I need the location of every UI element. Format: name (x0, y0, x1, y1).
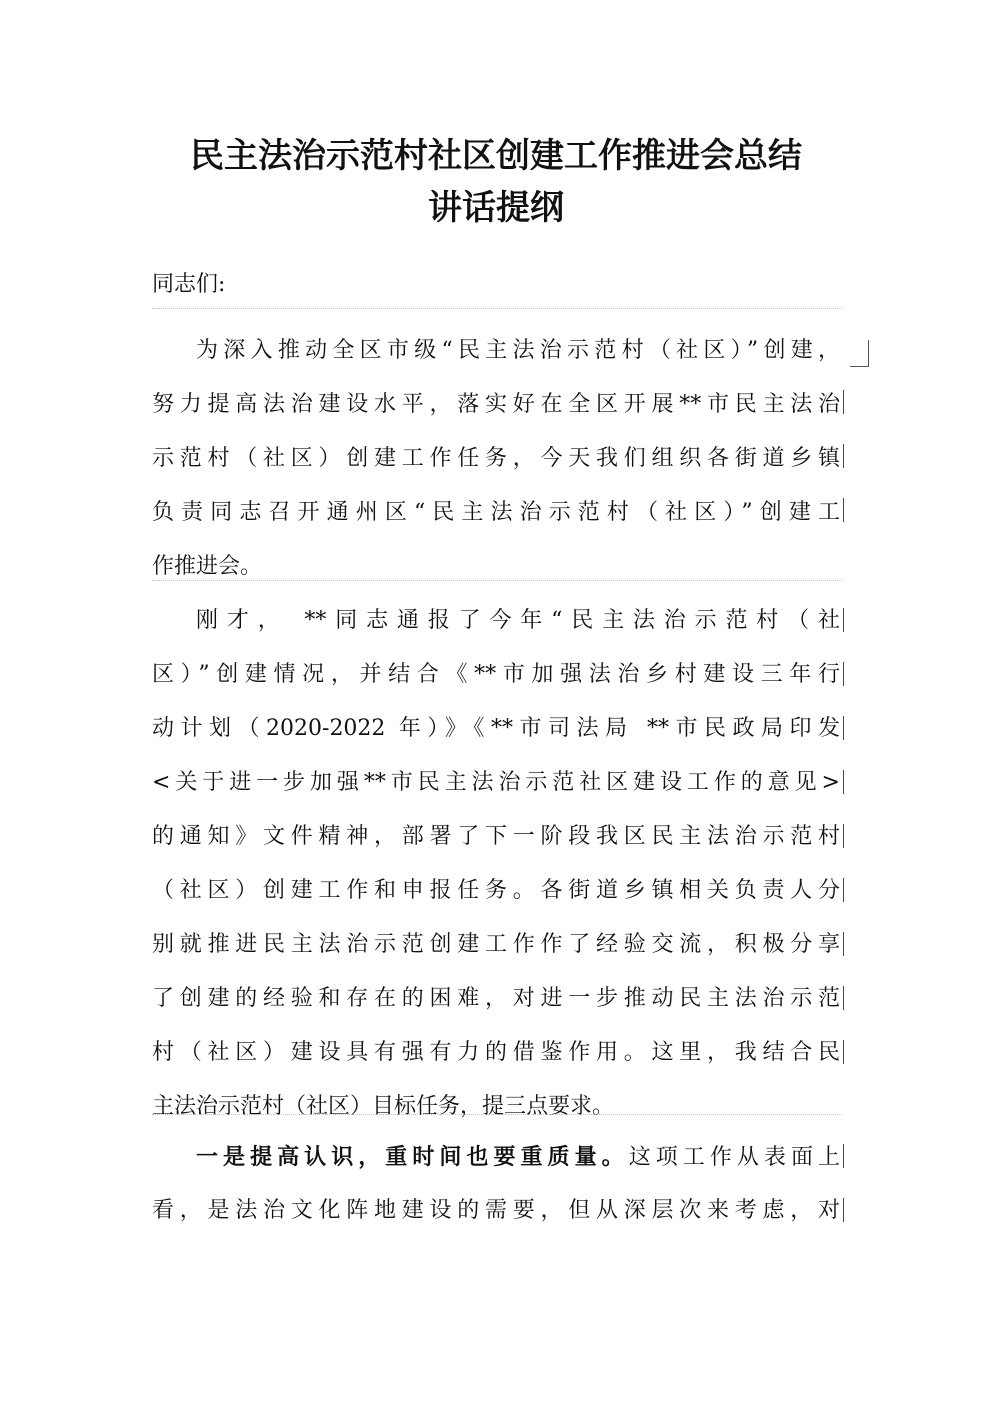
paragraph-line: 刚才， **同志通报了今年“民主法治示范村（社 (196, 608, 840, 633)
line-edge-mark (843, 932, 844, 956)
document-title-line1: 民主法治示范村社区创建工作推进会总结 (190, 136, 802, 176)
paragraph-line: 主法治示范村（社区）目标任务，提三点要求。 (152, 1094, 615, 1119)
line-edge-mark (843, 1198, 844, 1222)
paragraph-line: 别就推进民主法治示范创建工作作了经验交流，积极分享 (152, 932, 840, 957)
paragraph-corner-mark (850, 340, 869, 367)
paragraph-line: 示范村（社区）创建工作任务，今天我们组织各街道乡镇 (152, 446, 840, 471)
line-edge-mark (843, 986, 844, 1010)
salutation: 同志们: (152, 272, 226, 297)
line-edge-mark (843, 1144, 844, 1168)
paragraph-line: 村（社区）建设具有强有力的借鉴作用。这里，我结合民 (152, 1040, 840, 1065)
paragraph-separator (152, 580, 842, 581)
paragraph-line: 的通知》文件精神，部署了下一阶段我区民主法治示范村 (152, 824, 840, 849)
paragraph-line: 负责同志召开通州区“民主法治示范村（社区）”创建工 (152, 500, 840, 525)
paragraph-heading: 一是提高认识，重时间也要重质量。 (196, 1144, 629, 1170)
line-edge-mark (843, 608, 844, 632)
line-edge-mark (843, 498, 844, 522)
line-edge-mark (843, 878, 844, 902)
paragraph-1 (152, 324, 840, 594)
paragraph-heading-rest: 这项工作从表面上 (628, 1145, 840, 1170)
paragraph-line: <关于进一步加强**市民主法治示范社区建设工作的意见> (152, 770, 840, 795)
paragraph-line: 区）”创建情况，并结合《**市加强法治乡村建设三年行 (152, 662, 840, 687)
line-edge-mark (843, 390, 844, 414)
paragraph-separator (152, 1114, 842, 1115)
paragraph-separator (152, 308, 842, 309)
paragraph-line: 了创建的经验和存在的困难，对进一步推动民主法治示范 (152, 986, 840, 1011)
paragraph-line: 动计划（2020-2022 年）》《**市司法局 **市民政局印发 (152, 716, 840, 741)
line-edge-mark (843, 716, 844, 740)
paragraph-line (152, 1130, 840, 1184)
paragraph-line: 为深入推动全区市级“民主法治示范村（社区）”创建， (196, 338, 840, 363)
line-edge-mark (843, 444, 844, 468)
paragraph-2 (152, 594, 840, 1134)
paragraph-line: 作推进会。 (152, 554, 263, 579)
line-edge-mark (843, 824, 844, 848)
paragraph-3 (152, 1130, 840, 1238)
line-edge-mark (843, 1040, 844, 1064)
paragraph-line: 努力提高法治建设水平，落实好在全区开展**市民主法治 (152, 392, 840, 417)
line-edge-mark (843, 662, 844, 686)
paragraph-line: 看，是法治文化阵地建设的需要，但从深层次来考虑，对 (152, 1198, 840, 1223)
document-title-line2: 讲话提纲 (428, 188, 564, 228)
paragraph-line: （社区）创建工作和申报任务。各街道乡镇相关负责人分 (152, 878, 840, 903)
line-edge-mark (843, 770, 844, 794)
